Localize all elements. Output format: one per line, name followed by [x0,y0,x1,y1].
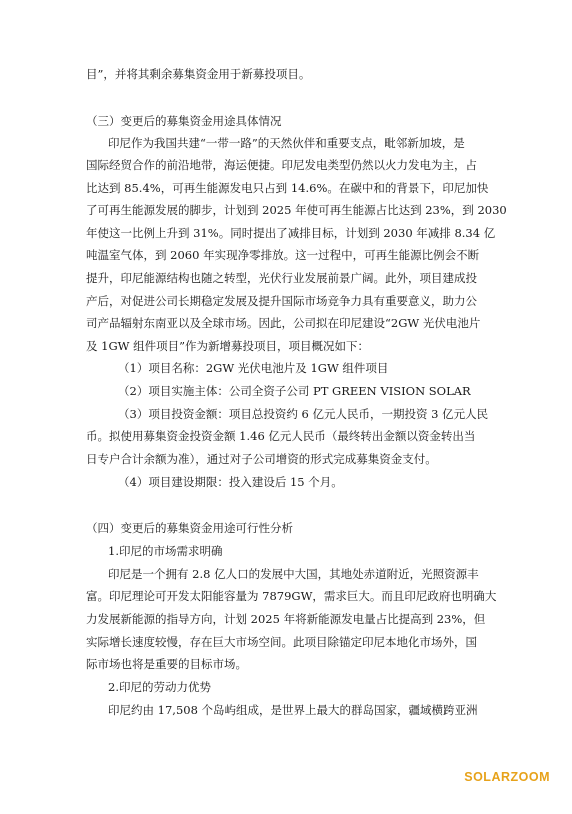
paragraph-line: 印尼约由 17,508 个岛屿组成，是世界上最大的群岛国家，疆域横跨亚洲 [108,703,478,717]
paragraph-line: 印尼是一个拥有 2.8 亿人口的发展中大国，其地处赤道附近，光照资源丰 [108,567,479,581]
paragraph-line: 币。拟使用募集资金投资金额 1.46 亿元人民币（最终转出金额以资金转出当 [86,429,476,443]
section-heading: （三）变更后的募集资金用途具体情况 [86,114,282,128]
paragraph-line: 国际经贸合作的前沿地带，海运便捷。印尼发电类型仍然以火力发电为主，占 [86,158,477,172]
paragraph-line: 富。印尼理论可开发太阳能容量为 7879GW，需求巨大。而且印尼政府也明确大 [86,589,497,603]
paragraph-line: 吨温室气体，到 2060 年实现净零排放。这一过程中，可再生能源比例会不断 [86,248,480,262]
section-heading: （四）变更后的募集资金用途可行性分析 [86,521,293,535]
paragraph-line: 提升，印尼能源结构也随之转型，光伏行业发展前景广阔。此外，项目建成投 [86,271,477,285]
solarzoom-watermark: SOLARZOOM [464,770,550,784]
paragraph-line: 实际增长速度较慢，存在巨大市场空间。此项目除锚定印尼本地化市场外，国 [86,635,477,649]
paragraph-line: 司产品辐射东南亚以及全球市场。因此，公司拟在印尼建设“2GW 光伏电池片 [86,316,481,330]
subsection-heading: 1.印尼的市场需求明确 [108,544,223,558]
paragraph-line: 了可再生能源发展的脚步，计划到 2025 年使可再生能源占比达到 23%，到 2030 [86,203,507,217]
list-item: （4）项目建设期限：投入建设后 15 个月。 [118,475,343,489]
paragraph-line: 比达到 85.4%，可再生能源发电只占到 14.6%。在碳中和的背景下，印尼加快 [86,181,489,195]
paragraph-line: 力发展新能源的指导方向，计划 2025 年将新能源发电量占比提高到 23%，但 [86,612,486,626]
paragraph-line: 及 1GW 组件项目”作为新增募投项目，项目概况如下： [86,339,370,353]
paragraph-line: 日专户合计余额为准），通过对子公司增资的形式完成募集资金支付。 [86,452,437,466]
subsection-heading: 2.印尼的劳动力优势 [108,680,211,694]
list-item: （2）项目实施主体：公司全资子公司 PT GREEN VISION SOLAR [118,384,471,398]
paragraph-line: 产后，对促进公司长期稳定发展及提升国际市场竞争力具有重要意义，助力公 [86,294,477,308]
list-item: （1）项目名称：2GW 光伏电池片及 1GW 组件项目 [118,361,389,375]
list-item: （3）项目投资金额：项目总投资约 6 亿元人民币，一期投资 3 亿元人民 [118,407,489,421]
paragraph-line: 目”，并将其剩余募集资金用于新募投项目。 [86,67,311,81]
paragraph-line: 年使这一比例上升到 31%。同时提出了减排目标，计划到 2030 年减排 8.34 亿 [86,226,496,240]
paragraph-line: 际市场也将是重要的目标市场。 [86,657,247,671]
paragraph-line: 印尼作为我国共建“一带一路”的天然伙伴和重要支点，毗邻新加坡，是 [108,136,465,150]
